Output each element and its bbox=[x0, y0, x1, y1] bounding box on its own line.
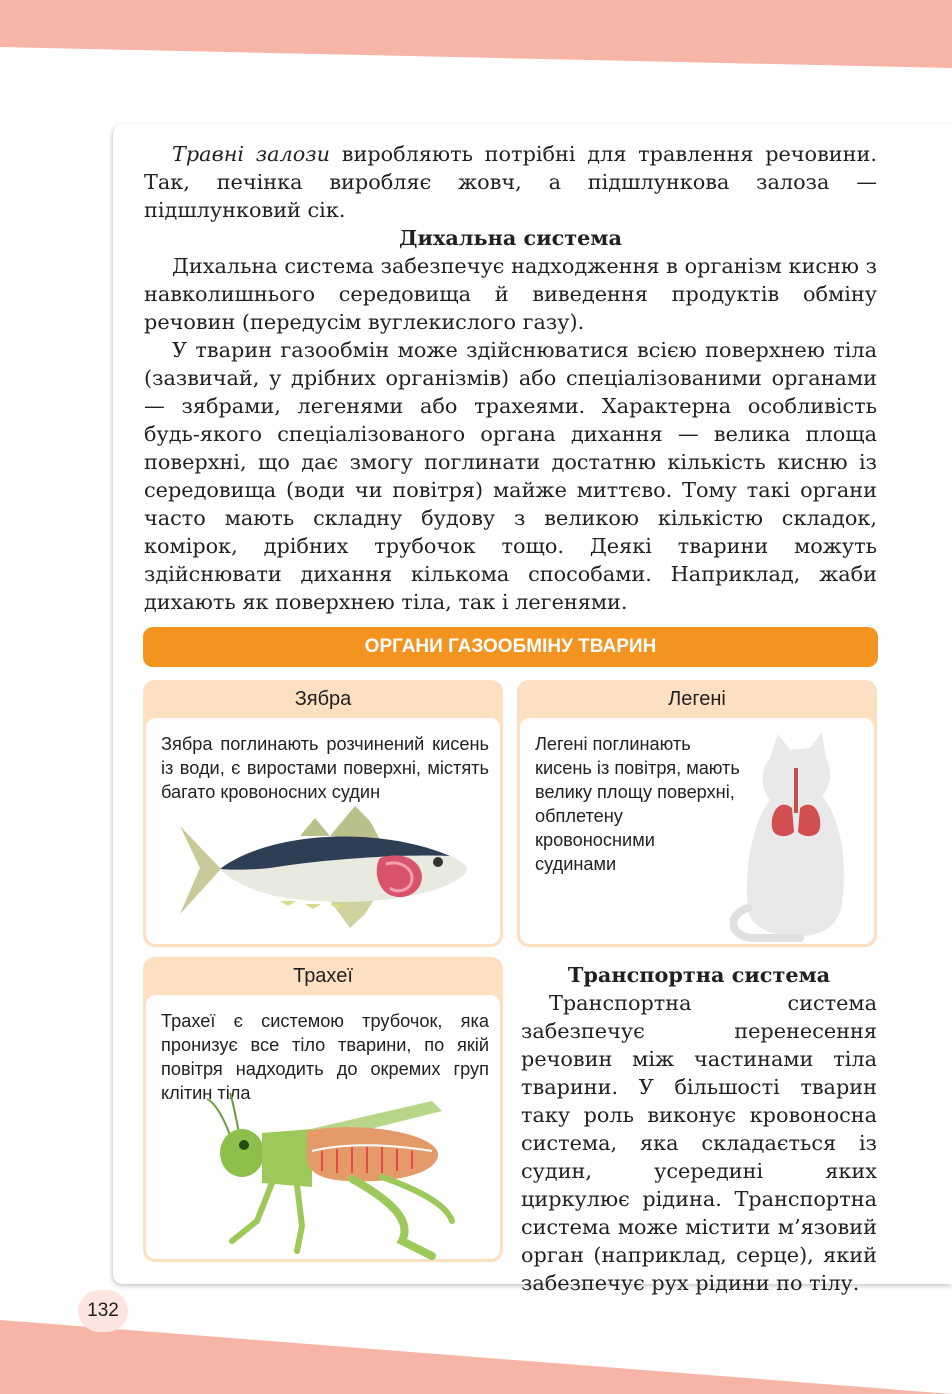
top-decor-band bbox=[0, 0, 952, 120]
gills-text: Зябра поглинають розчинений кисень із води, є виростами поверхні, містять багато кровоносних судин bbox=[161, 734, 489, 802]
fish-icon bbox=[180, 806, 480, 942]
intro-text: виробляють потрібні для травлення речовини. Так, печінка виробляє жовч, а підшлункова залоза — підшлунковий сік. bbox=[144, 142, 877, 222]
grasshopper-icon bbox=[202, 1091, 472, 1261]
lungs-card bbox=[517, 680, 877, 947]
gills-card-body bbox=[146, 718, 500, 944]
lungs-card-body bbox=[520, 718, 874, 944]
tracheae-card-body bbox=[146, 995, 500, 1259]
transport-section bbox=[521, 961, 877, 1297]
bottom-decor-band bbox=[0, 1300, 952, 1394]
transport-paragraph: Транспортна система забезпечує перенесення речовин між частинами тіла тварини. У більшості тварин таку роль виконує кровоносна система, яка складається із судин, усередині яких циркулює рідина. Транспортна система може містити м’язовий орган (наприклад, серце), який забезпечує рух рідини по тілу. bbox=[521, 991, 877, 1295]
tracheae-title: Трахеї bbox=[293, 965, 353, 987]
tracheae-card bbox=[143, 957, 503, 1262]
cat-icon bbox=[730, 728, 870, 943]
respiratory-paragraph-1: Дихальна система забезпечує надходження в організм кисню з навколишнього середовища й виведення продуктів обміну речовин (передусім вуглекислого газу). bbox=[144, 254, 877, 334]
intro-paragraph bbox=[144, 140, 877, 224]
lungs-title: Легені bbox=[668, 688, 726, 710]
respiratory-paragraph-2: У тварин газообмін може здійснюватися всією поверхнею тіла (зазвичай, у дрібних організмів) або спеціалізованими органами — зябрами, легенями або трахеями. Характерна особливість будь-якого спеціалізованого органа дихання — велика площа поверхні, що дає змогу поглинати достатню кількість кисню із середовища (води чи повітря) майже миттєво. Тому такі органи часто мають складну будову з великою кількістю складок, комірок, дрібних трубочок тощо. Деякі тварини можуть здійснювати дихання кількома способами. Наприклад, жаби дихають як поверхнею тіла, так і легенями. bbox=[144, 338, 877, 614]
respiratory-section bbox=[144, 140, 877, 616]
transport-heading: Транспортна система bbox=[567, 962, 831, 987]
tracheae-text: Трахеї є системою трубочок, яка пронизує все тіло тварини, по якій повітря надходить до окремих груп клітин тіла bbox=[161, 1011, 489, 1103]
respiratory-heading: Дихальна система bbox=[399, 225, 622, 250]
italic-term: Травні залози bbox=[172, 142, 331, 166]
gills-card bbox=[143, 680, 503, 947]
lungs-text: Легені поглинають кисень із повітря, мають велику площу поверхні, обплетену кровоносними судинами bbox=[535, 734, 740, 874]
page-number: 132 bbox=[78, 1290, 128, 1332]
organs-banner: ОРГАНИ ГАЗООБМІНУ ТВАРИН bbox=[143, 627, 878, 667]
gills-title: Зябра bbox=[294, 688, 352, 710]
